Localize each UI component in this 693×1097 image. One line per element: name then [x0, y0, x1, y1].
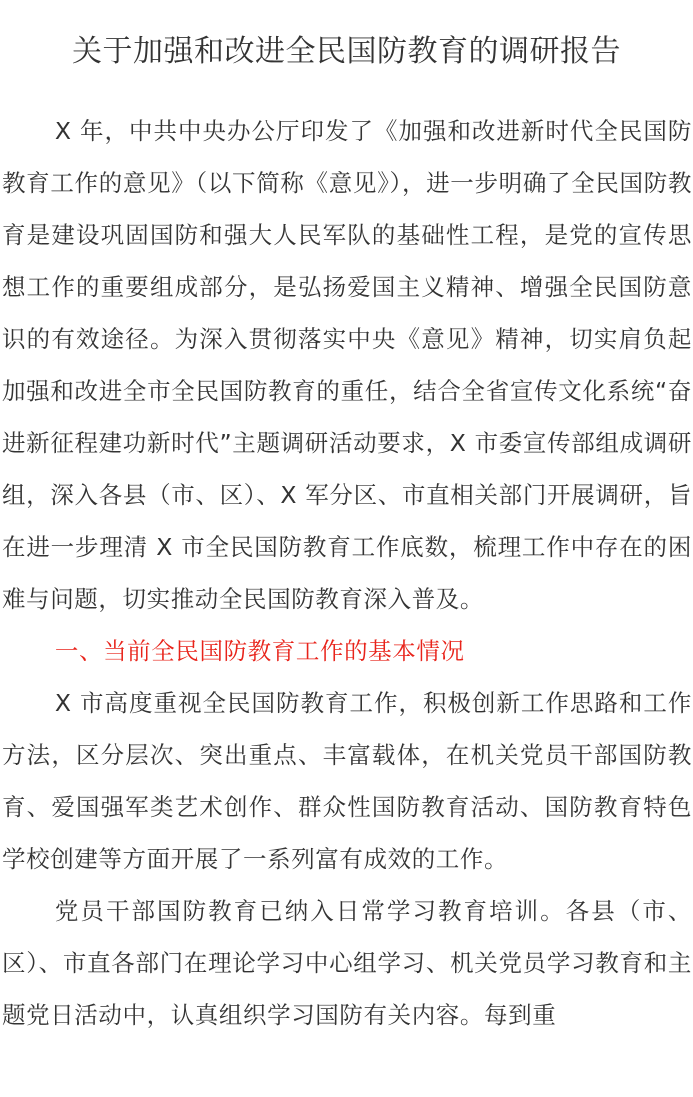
document-body: [2, 105, 692, 1041]
section-heading: 一、当前全民国防教育工作的基本情况: [54, 637, 465, 665]
paragraph-overview: X 市高度重视全民国防教育工作，积极创新工作思路和工作方法，区分层次、突出重点、丰富载体，在机关党员干部国防教育、爱国强军类艺术创作、群众性国防教育活动、国防教育特色学校创建等方面开展了一系列富有成效的工作。: [2, 689, 692, 873]
paragraph-intro: X 年，中共中央办公厅印发了《加强和改进新时代全民国防教育工作的意见》（以下简称《意见》），进一步明确了全民国防教育是建设巩固国防和强大人民军队的基础性工程，是党的宣传思想工作的重要组成部分，是弘扬爱国主义精神、增强全民国防意识的有效途径。为深入贯彻落实中央《意见》精神，切实肩负起加强和改进全市全民国防教育的重任，结合全省宣传文化系统“奋进新征程建功新时代”主题调研活动要求，X 市委宣传部组成调研组，深入各县（市、区）、X 军分区、市直相关部门开展调研，旨在进一步理清 X 市全民国防教育工作底数，梳理工作中存在的困难与问题，切实推动全民国防教育深入普及。: [2, 117, 692, 613]
paragraph-cadre-education: 党员干部国防教育已纳入日常学习教育培训。各县（市、区）、市直各部门在理论学习中心组学习、机关党员学习教育和主题党日活动中，认真组织学习国防有关内容。每到重: [2, 897, 692, 1029]
document-title: 关于加强和改进全民国防教育的调研报告: [72, 34, 621, 69]
